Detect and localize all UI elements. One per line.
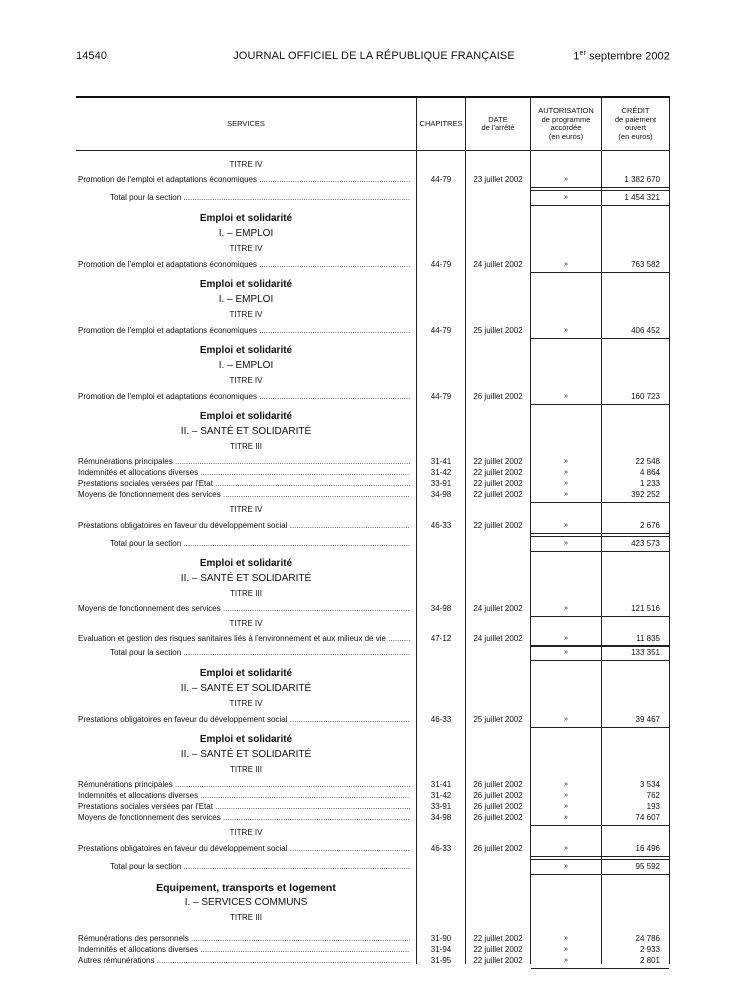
- credit-cell: 392 252: [631, 490, 660, 499]
- date-rest: septembre 2002: [585, 50, 670, 63]
- autorisation-cell: »: [564, 540, 568, 547]
- total-label: Total pour la section .....: [110, 861, 410, 873]
- chapitre-cell: 34-98: [430, 813, 452, 822]
- autorisation-cell: »: [564, 458, 568, 465]
- titre-heading-row: [76, 912, 670, 924]
- section-heading: II. – SANTÉ ET SOLIDARITÉ: [180, 683, 312, 694]
- chapitre-cell: 44-79: [430, 392, 452, 401]
- date-cell: 26 juillet 2002: [473, 780, 523, 789]
- credit-cell: 423 573: [631, 539, 660, 548]
- credit-cell: 2 801: [639, 956, 660, 965]
- titre-heading: TITRE III: [230, 442, 262, 451]
- row-label: Promotion de l'emploi et adaptations économiques .....: [78, 259, 410, 271]
- page-number: 14540: [76, 50, 108, 62]
- row-label: Autres rémunérations .....: [78, 955, 410, 967]
- block-rule: [531, 502, 669, 503]
- header-credit: CRÉDIT de paiement ouvert (en euros): [614, 106, 657, 141]
- section-heading-row: [76, 573, 670, 585]
- credits-table: [76, 96, 670, 964]
- ministry-heading: Emploi et solidarité: [199, 668, 293, 679]
- chapitre-cell: 46-33: [430, 521, 452, 530]
- chapitre-cell: 31-42: [430, 791, 452, 800]
- table-header: [76, 98, 670, 151]
- table-row: [76, 714, 670, 726]
- autorisation-cell: »: [564, 814, 568, 821]
- section-heading: II. – SANTÉ ET SOLIDARITÉ: [180, 749, 312, 760]
- block-rule: [531, 727, 669, 728]
- section-heading-row: [76, 749, 670, 761]
- date-cell: 22 juillet 2002: [473, 479, 523, 488]
- ministry-heading: Emploi et solidarité: [199, 213, 293, 224]
- titre-heading: TITRE IV: [229, 160, 263, 169]
- row-label: Rémunérations principales .....: [78, 779, 410, 791]
- titre-heading: TITRE IV: [229, 244, 263, 253]
- titre-heading: TITRE III: [230, 589, 262, 598]
- block-rule: [531, 616, 669, 617]
- row-label: Indemnités et allocations diverses .....: [78, 467, 410, 479]
- titre-heading: TITRE IV: [229, 828, 263, 837]
- autorisation-cell: »: [564, 491, 568, 498]
- chapitre-cell: 34-98: [430, 604, 452, 613]
- titre-heading-row: [76, 309, 670, 321]
- row-label: Prestations obligatoires en faveur du développement social .....: [78, 714, 410, 726]
- total-label: Total pour la section .....: [110, 192, 410, 204]
- date-cell: 26 juillet 2002: [473, 844, 523, 853]
- ministry-heading-row: [76, 279, 670, 291]
- table-row: [76, 812, 670, 824]
- row-label: Prestations obligatoires en faveur du développement social .....: [78, 520, 410, 532]
- total-row: [76, 538, 670, 550]
- table-row: [76, 489, 670, 501]
- row-label: Promotion de l'emploi et adaptations économiques .....: [78, 391, 410, 403]
- date-cell: 26 juillet 2002: [473, 392, 523, 401]
- date-cell: 24 juillet 2002: [473, 604, 523, 613]
- row-label: Evaluation et gestion des risques sanitaires liés à l'environnement et aux milieux de vie .....: [78, 633, 410, 645]
- titre-heading-row: [76, 618, 670, 630]
- row-label: Moyens de fonctionnement des services .....: [78, 812, 410, 824]
- date-cell: 26 juillet 2002: [473, 802, 523, 811]
- autorisation-cell: »: [564, 261, 568, 268]
- block-rule: [531, 205, 669, 206]
- section-heading-row: [76, 360, 670, 372]
- credit-cell: 24 786: [635, 934, 660, 943]
- row-label: Rémunérations des personnels .....: [78, 933, 410, 945]
- row-label: Indemnités et allocations diverses .....: [78, 790, 410, 802]
- total-rule: [531, 645, 669, 646]
- chapitre-cell: 33-91: [430, 802, 452, 811]
- credit-cell: 95 592: [635, 862, 660, 871]
- autorisation-cell: »: [564, 716, 568, 723]
- row-label: Moyens de fonctionnement des services .....: [78, 489, 410, 501]
- block-rule: [531, 187, 669, 188]
- section-heading: I. – EMPLOI: [218, 228, 274, 239]
- date-cell: 22 juillet 2002: [473, 934, 523, 943]
- credit-cell: 39 467: [635, 715, 660, 724]
- date-cell: 23 juillet 2002: [473, 175, 523, 184]
- ministry-heading-row: [76, 734, 670, 746]
- credit-cell: 193: [646, 802, 660, 811]
- autorisation-cell: »: [564, 803, 568, 810]
- table-row: [76, 325, 670, 337]
- row-label: Prestations sociales versées par l'Etat .....: [78, 478, 410, 490]
- table-row: [76, 603, 670, 615]
- date-cell: 26 juillet 2002: [473, 791, 523, 800]
- block-rule: [531, 660, 669, 661]
- credit-cell: 762: [646, 791, 660, 800]
- date-cell: 24 juillet 2002: [473, 634, 523, 643]
- credit-cell: 16 496: [635, 844, 660, 853]
- journal-title: JOURNAL OFFICIEL DE LA RÉPUBLIQUE FRANÇAISE: [233, 50, 515, 62]
- ministry-heading: Emploi et solidarité: [199, 558, 293, 569]
- ministry-heading: Emploi et solidarité: [199, 345, 293, 356]
- total-rule: [531, 859, 669, 860]
- bigministry-heading: Equipement, transports et logement: [156, 882, 336, 894]
- credit-cell: 763 582: [631, 260, 660, 269]
- titre-heading-row: [76, 764, 670, 776]
- autorisation-cell: »: [564, 480, 568, 487]
- ministry-heading-row: [76, 213, 670, 225]
- titre-heading-row: [76, 698, 670, 710]
- total-rule: [531, 190, 669, 191]
- date-cell: 22 juillet 2002: [473, 457, 523, 466]
- chapitre-cell: 31-41: [430, 457, 452, 466]
- publication-date: [573, 50, 670, 63]
- autorisation-cell: »: [564, 635, 568, 642]
- ministry-heading-row: [76, 558, 670, 570]
- row-label: Promotion de l'emploi et adaptations économiques .....: [78, 325, 410, 337]
- section-heading: I. – SERVICES COMMUNS: [184, 897, 308, 908]
- block-rule: [531, 874, 669, 875]
- titre-heading: TITRE IV: [229, 505, 263, 514]
- ministry-heading: Emploi et solidarité: [199, 734, 293, 745]
- chapitre-cell: 46-33: [430, 844, 452, 853]
- autorisation-cell: »: [564, 957, 568, 964]
- titre-heading-row: [76, 243, 670, 255]
- row-label: Prestations sociales versées par l'Etat .....: [78, 801, 410, 813]
- ministry-heading: Emploi et solidarité: [199, 279, 293, 290]
- total-rule: [531, 536, 669, 537]
- date-cell: 25 juillet 2002: [473, 715, 523, 724]
- autorisation-cell: »: [564, 522, 568, 529]
- header-services: SERVICES: [227, 118, 265, 128]
- titre-heading: TITRE IV: [229, 619, 263, 628]
- autorisation-cell: »: [564, 935, 568, 942]
- credit-cell: 3 534: [639, 780, 660, 789]
- block-rule: [531, 856, 669, 857]
- total-label: Total pour la section .....: [110, 647, 410, 659]
- chapitre-cell: 46-33: [430, 715, 452, 724]
- autorisation-cell: »: [564, 176, 568, 183]
- section-heading-row: [76, 228, 670, 240]
- credit-cell: 1 382 670: [624, 175, 660, 184]
- table-row: [76, 520, 670, 532]
- chapitre-cell: 44-79: [430, 326, 452, 335]
- autorisation-cell: »: [564, 194, 568, 201]
- date-cell: 24 juillet 2002: [473, 260, 523, 269]
- ministry-heading-row: [76, 882, 670, 894]
- row-label: Promotion de l'emploi et adaptations économiques .....: [78, 174, 410, 186]
- block-rule: [531, 551, 669, 552]
- credit-cell: 4 864: [639, 468, 660, 477]
- chapitre-cell: 33-91: [430, 479, 452, 488]
- titre-heading-row: [76, 159, 670, 171]
- titre-heading-row: [76, 441, 670, 453]
- section-heading-row: [76, 294, 670, 306]
- section-heading: I. – EMPLOI: [218, 360, 274, 371]
- header-autorisation: AUTORISATION de programme accordée (en euros): [538, 106, 594, 141]
- credit-cell: 22 548: [635, 457, 660, 466]
- total-label: Total pour la section .....: [110, 538, 410, 550]
- section-heading-row: [76, 897, 670, 909]
- date-cell: 22 juillet 2002: [473, 945, 523, 954]
- autorisation-cell: »: [564, 649, 568, 656]
- block-rule: [531, 533, 669, 534]
- chapitre-cell: 31-95: [430, 956, 452, 965]
- date-cell: 22 juillet 2002: [473, 956, 523, 965]
- ministry-heading: Emploi et solidarité: [199, 411, 293, 422]
- section-heading-row: [76, 683, 670, 695]
- total-row: [76, 861, 670, 873]
- date-cell: 22 juillet 2002: [473, 521, 523, 530]
- credit-cell: 121 516: [631, 604, 660, 613]
- date-day: 1: [573, 50, 580, 63]
- credit-cell: 1 454 321: [624, 193, 660, 202]
- autorisation-cell: »: [564, 469, 568, 476]
- block-rule: [531, 404, 669, 405]
- autorisation-cell: »: [564, 327, 568, 334]
- date-cell: 26 juillet 2002: [473, 813, 523, 822]
- date-cell: 22 juillet 2002: [473, 490, 523, 499]
- chapitre-cell: 31-42: [430, 468, 452, 477]
- table-row: [76, 843, 670, 855]
- autorisation-cell: »: [564, 863, 568, 870]
- block-rule: [531, 825, 669, 826]
- autorisation-cell: »: [564, 946, 568, 953]
- titre-heading: TITRE IV: [229, 699, 263, 708]
- credit-cell: 1 233: [639, 479, 660, 488]
- chapitre-cell: 34-98: [430, 490, 452, 499]
- block-rule: [531, 968, 669, 969]
- row-label: Rémunérations principales .....: [78, 456, 410, 468]
- titre-heading: TITRE IV: [229, 310, 263, 319]
- autorisation-cell: »: [564, 781, 568, 788]
- titre-heading-row: [76, 375, 670, 387]
- titre-heading: TITRE III: [230, 765, 262, 774]
- titre-heading-row: [76, 588, 670, 600]
- credit-cell: 406 452: [631, 326, 660, 335]
- row-label: Prestations obligatoires en faveur du développement social .....: [78, 843, 410, 855]
- autorisation-cell: »: [564, 605, 568, 612]
- block-rule: [531, 272, 669, 273]
- titre-heading: TITRE III: [230, 913, 262, 922]
- section-heading: II. – SANTÉ ET SOLIDARITÉ: [180, 573, 312, 584]
- table-row: [76, 391, 670, 403]
- header-chapitres: CHAPITRES: [419, 118, 463, 128]
- row-label: Indemnités et allocations diverses .....: [78, 944, 410, 956]
- date-cell: 22 juillet 2002: [473, 468, 523, 477]
- total-row: [76, 192, 670, 204]
- autorisation-cell: »: [564, 792, 568, 799]
- credit-cell: 74 607: [635, 813, 660, 822]
- credit-cell: 2 676: [639, 521, 660, 530]
- credit-cell: 133 351: [631, 648, 660, 657]
- table-row: [76, 259, 670, 271]
- chapitre-cell: 44-79: [430, 175, 452, 184]
- table-row: [76, 955, 670, 967]
- ministry-heading-row: [76, 345, 670, 357]
- credit-cell: 160 723: [631, 392, 660, 401]
- chapitre-cell: 31-90: [430, 934, 452, 943]
- date-sup: er: [579, 50, 586, 57]
- table-row: [76, 633, 670, 645]
- ministry-heading-row: [76, 668, 670, 680]
- credit-cell: 2 933: [639, 945, 660, 954]
- titre-heading: TITRE IV: [229, 376, 263, 385]
- section-heading: II. – SANTÉ ET SOLIDARITÉ: [180, 426, 312, 437]
- credit-cell: 11 835: [636, 634, 660, 643]
- chapitre-cell: 47-12: [430, 634, 452, 643]
- header-date: DATE de l'arrêté: [481, 114, 515, 132]
- date-cell: 25 juillet 2002: [473, 326, 523, 335]
- autorisation-cell: »: [564, 845, 568, 852]
- autorisation-cell: »: [564, 393, 568, 400]
- block-rule: [531, 338, 669, 339]
- titre-heading-row: [76, 504, 670, 516]
- row-label: Moyens de fonctionnement des services .....: [78, 603, 410, 615]
- titre-heading-row: [76, 827, 670, 839]
- section-heading-row: [76, 426, 670, 438]
- chapitre-cell: 44-79: [430, 260, 452, 269]
- table-row: [76, 174, 670, 186]
- total-row: [76, 647, 670, 659]
- ministry-heading-row: [76, 411, 670, 423]
- section-heading: I. – EMPLOI: [218, 294, 274, 305]
- chapitre-cell: 31-41: [430, 780, 452, 789]
- chapitre-cell: 31-94: [430, 945, 452, 954]
